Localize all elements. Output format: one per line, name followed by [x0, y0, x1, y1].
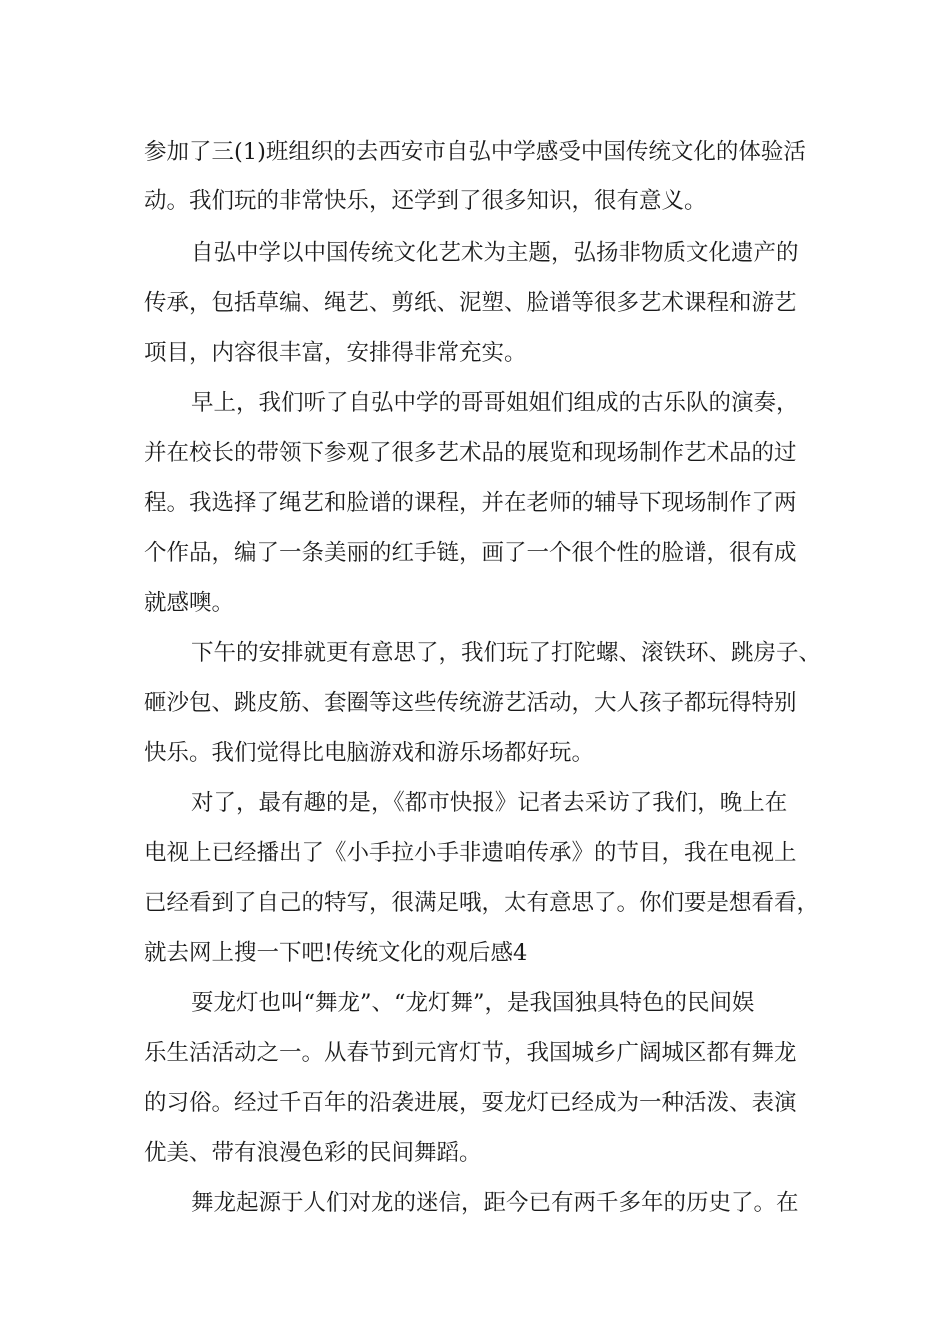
paragraph-first-line: 下午的安排就更有意思了，我们玩了打陀螺、滚铁环、跳房子、 [191, 640, 822, 666]
text-line: 参加了三(1)班组织的去西安市自弘中学感受中国传统文化的体验活 [144, 139, 806, 165]
paragraph-first-line: 耍龙灯也叫“舞龙”、“龙灯舞”，是我国独具特色的民间娱 [191, 990, 755, 1016]
text-line: 砸沙包、跳皮筋、套圈等这些传统游艺活动，大人孩子都玩得特别 [144, 690, 797, 716]
text-line: 个作品，编了一条美丽的红手链，画了一个很个性的脸谱，很有成 [144, 540, 797, 566]
paragraph-first-line: 自弘中学以中国传统文化艺术为主题，弘扬非物质文化遗产的 [191, 240, 799, 266]
text-line: 就感噢。 [144, 590, 235, 616]
paragraph-first-line: 对了，最有趣的是，《都市快报》记者去采访了我们，晚上在 [191, 790, 788, 816]
text-line: 项目，内容很丰富，安排得非常充实。 [144, 340, 527, 366]
text-line: 已经看到了自己的特写，很满足哦，太有意思了。你们要是想看看， [144, 890, 820, 916]
text-line: 优美、带有浪漫色彩的民间舞蹈。 [144, 1140, 482, 1166]
paragraph-first-line: 舞龙起源于人们对龙的迷信，距今已有两千多年的历史了。在 [191, 1190, 799, 1216]
text-line: 快乐。我们觉得比电脑游戏和游乐场都好玩。 [144, 740, 595, 766]
text-line: 程。我选择了绳艺和脸谱的课程，并在老师的辅导下现场制作了两 [144, 490, 797, 516]
text-line: 并在校长的带领下参观了很多艺术品的展览和现场制作艺术品的过 [144, 440, 797, 466]
text-line: 动。我们玩的非常快乐，还学到了很多知识，很有意义。 [144, 188, 707, 214]
text-line: 乐生活活动之一。从春节到元宵灯节，我国城乡广阔城区都有舞龙 [144, 1040, 797, 1066]
text-line: 的习俗。经过千百年的沿袭进展，耍龙灯已经成为一种活泼、表演 [144, 1090, 797, 1116]
text-line: 传承，包括草编、绳艺、剪纸、泥塑、脸谱等很多艺术课程和游艺 [144, 290, 797, 316]
text-line: 电视上已经播出了《小手拉小手非遗咱传承》的节目，我在电视上 [144, 840, 797, 866]
paragraph-first-line: 早上，我们听了自弘中学的哥哥姐姐们组成的古乐队的演奏， [191, 390, 799, 416]
text-line: 就去网上搜一下吧!传统文化的观后感4 [144, 940, 528, 966]
